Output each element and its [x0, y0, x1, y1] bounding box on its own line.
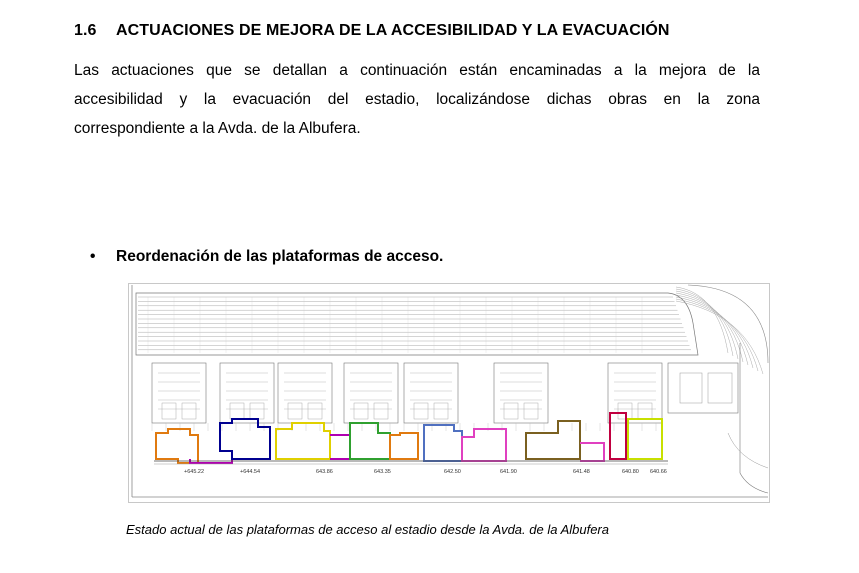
module-room: [434, 403, 448, 419]
module-outline: [344, 363, 398, 423]
paragraph-line: Las actuaciones que se detallan a continuación están encaminadas a la mejora de la: [74, 62, 760, 79]
intro-paragraph: [74, 56, 760, 143]
section-title: ACTUACIONES DE MEJORA DE LA ACCESIBILIDAD Y LA EVACUACIÓN: [116, 22, 670, 39]
platform-outline: [462, 429, 506, 461]
platform-outline: [424, 425, 462, 461]
module-outline: [404, 363, 458, 423]
elevation-label: +644.54: [240, 469, 261, 475]
module-room: [504, 403, 518, 419]
module-room: [230, 403, 244, 419]
stand-tiers: [138, 297, 691, 353]
module-room: [524, 403, 538, 419]
bullet-icon: •: [90, 248, 96, 265]
module-outline: [152, 363, 206, 423]
platform-outline: [628, 419, 662, 459]
section-number: 1.6: [74, 22, 97, 39]
site-plan-figure: [128, 283, 770, 503]
bullet-text: Reordenación de las plataformas de acceso.: [116, 248, 444, 265]
platform-outline: [276, 423, 330, 459]
curve-line: [676, 287, 728, 353]
module-room: [250, 403, 264, 419]
curve-line: [676, 297, 753, 368]
corner-curve: [676, 285, 768, 374]
paragraph-line: correspondiente a la Avda. de la Albufera.: [74, 120, 361, 137]
platform-outline: [156, 429, 198, 463]
elevation-label: 641.48: [573, 469, 590, 475]
module-room: [354, 403, 368, 419]
module-room: [414, 403, 428, 419]
module-room: [308, 403, 322, 419]
elevation-label: 643.35: [374, 469, 391, 475]
module-outline: [278, 363, 332, 423]
module-outline: [220, 363, 274, 423]
platform-outline: [580, 443, 604, 461]
platform-outline: [220, 419, 270, 459]
elevation-labels: [184, 469, 667, 475]
bullet-item: [90, 248, 443, 266]
figure-caption: Estado actual de las plataformas de acceso al estadio desde la Avda. de la Albufera: [126, 522, 609, 537]
platform-outline: [330, 435, 350, 459]
module-room: [638, 403, 652, 419]
module-room: [182, 403, 196, 419]
platform-outline: [610, 413, 626, 459]
site-plan-drawing: [128, 283, 770, 503]
elevation-label: 643.86: [316, 469, 333, 475]
elevation-label: 640.66: [650, 469, 667, 475]
module-room: [288, 403, 302, 419]
curve-line: [676, 299, 758, 371]
stand-outline: [136, 293, 698, 355]
platform-outline: [350, 423, 390, 459]
paragraph-line: accesibilidad y la evacuación del estadio, localizándose dichas obras en la zona: [74, 91, 760, 108]
module-room: [374, 403, 388, 419]
platform-outline: [390, 433, 418, 459]
right-building: [668, 343, 768, 493]
building-modules: [152, 363, 662, 431]
access-platforms: [156, 413, 662, 463]
elevation-label: 642.50: [444, 469, 461, 475]
module-room: [162, 403, 176, 419]
elevation-label: 640.80: [622, 469, 639, 475]
elevation-label: +645.22: [184, 469, 205, 475]
module-outline: [494, 363, 548, 423]
section-heading: [74, 22, 670, 40]
elevation-label: 641.90: [500, 469, 517, 475]
